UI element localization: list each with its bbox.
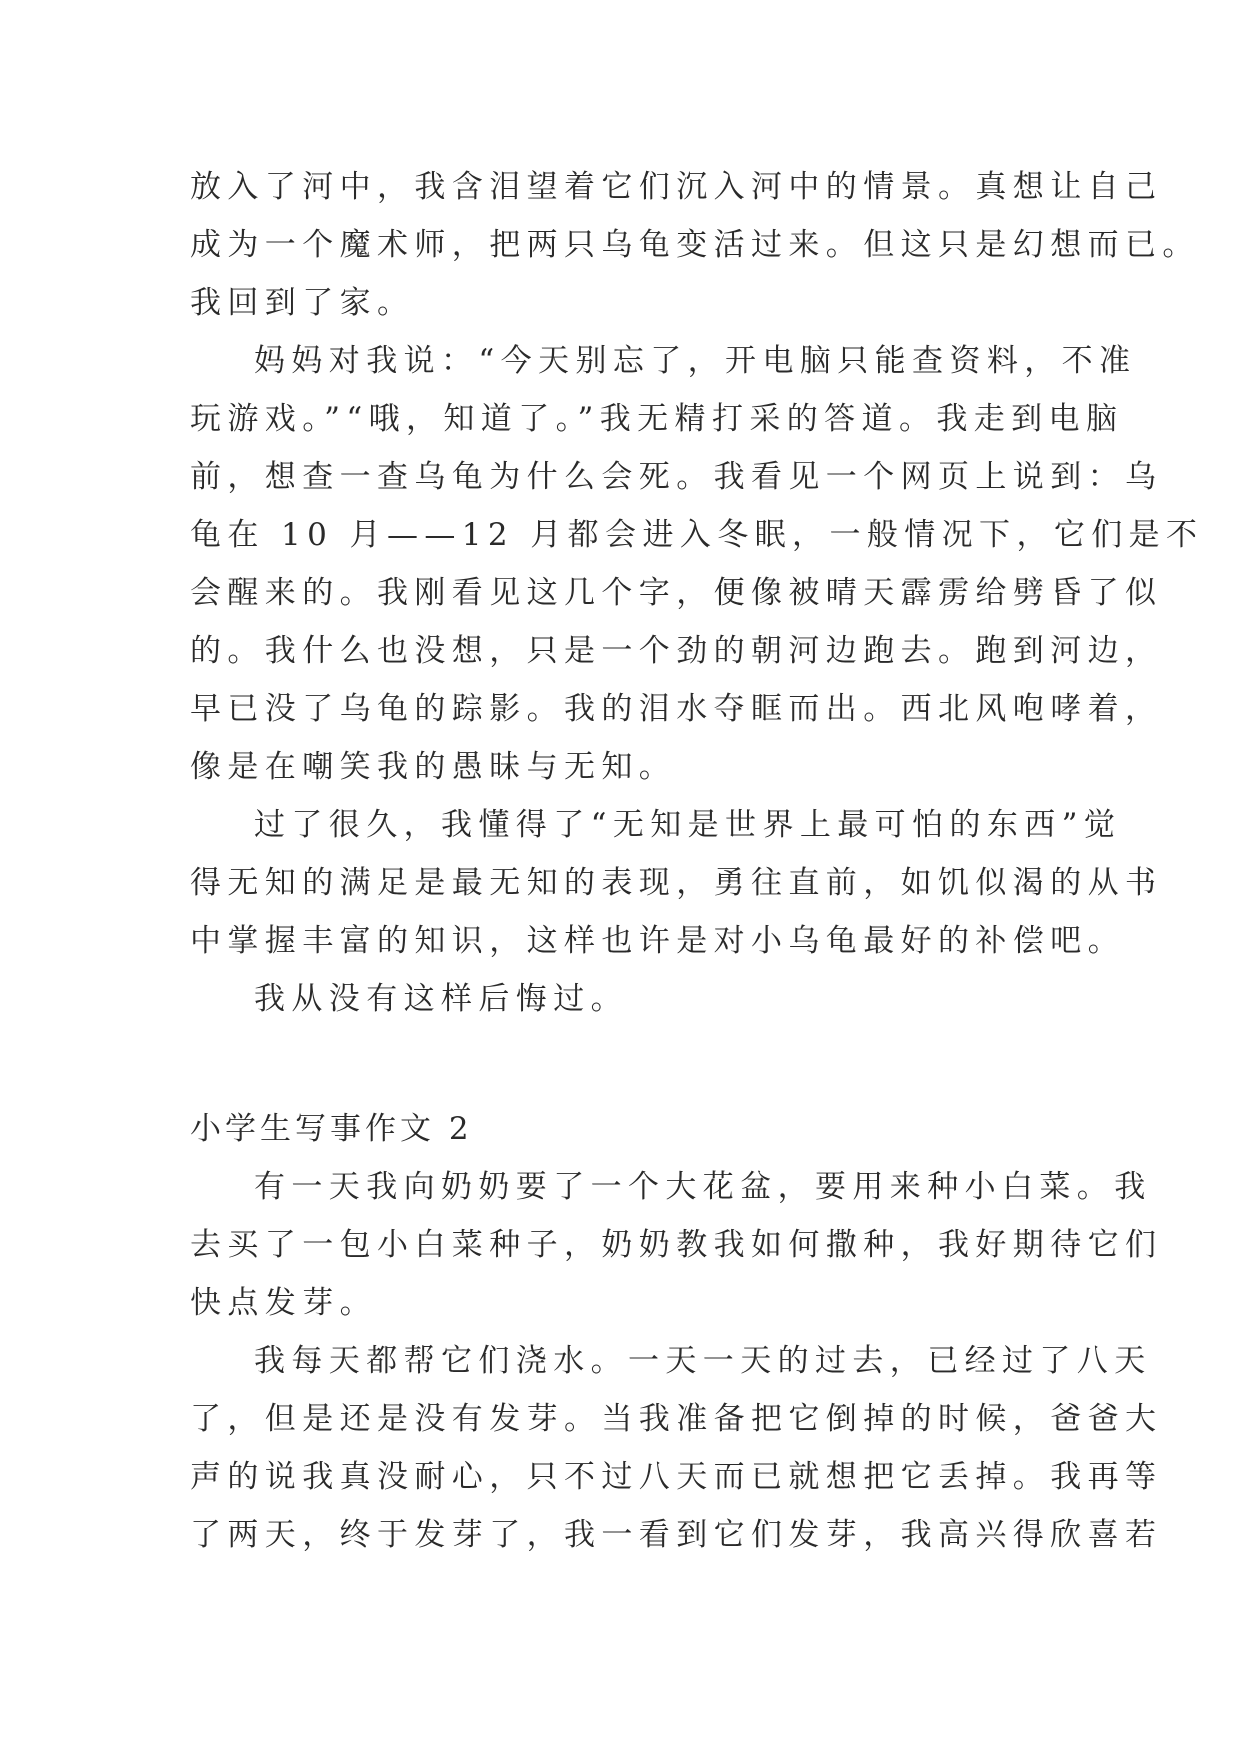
text-line: 会醒来的。我刚看见这几个字，便像被晴天霹雳给劈昏了似 (190, 575, 1163, 611)
text-line: 中掌握丰富的知识，这样也许是对小乌龟最好的补偿吧。 (190, 923, 1125, 959)
text-line: 的。我什么也没想，只是一个劲的朝河边跑去。跑到河边， (190, 633, 1163, 669)
text-line: 放入了河中，我含泪望着它们沉入河中的情景。真想让自己 (190, 169, 1163, 205)
text-line: 玩游戏。”“哦，知道了。”我无精打采的答道。我走到电脑 (190, 401, 1124, 437)
text-line: 我从没有这样后悔过。 (254, 981, 628, 1017)
text-line: 去买了一包小白菜种子，奶奶教我如何撒种，我好期待它们 (190, 1227, 1163, 1263)
text-line: 得无知的满足是最无知的表现，勇往直前，如饥似渴的从书 (190, 865, 1163, 901)
paragraph-turtles-river (190, 158, 1200, 332)
text-line: 了，但是还是没有发芽。当我准备把它倒掉的时候，爸爸大 (190, 1401, 1163, 1437)
text-line: 过了很久，我懂得了“无知是世界上最可怕的东西”觉 (254, 807, 1122, 843)
section-title (190, 1100, 1080, 1158)
section-spacer (190, 1028, 1080, 1100)
paragraph-watering (190, 1332, 1163, 1564)
essay-title: 小学生写事作文 2 (190, 1111, 473, 1147)
text-line: 妈妈对我说：“今天别忘了，开电脑只能查资料，不准 (254, 343, 1137, 379)
text-line: 声的说我真没耐心，只不过八天而已就想把它丢掉。我再等 (190, 1459, 1163, 1495)
paragraph-flowerpot (190, 1158, 1163, 1332)
paragraph-regret (190, 970, 1080, 1028)
text-line: 有一天我向奶奶要了一个大花盆，要用来种小白菜。我 (254, 1169, 1152, 1205)
text-line: 成为一个魔术师，把两只乌龟变活过来。但这只是幻想而已。 (190, 227, 1200, 263)
text-line: 前，想查一查乌龟为什么会死。我看见一个网页上说到：乌 (190, 459, 1163, 495)
text-line: 像是在嘲笑我的愚昧与无知。 (190, 749, 677, 785)
text-line: 我每天都帮它们浇水。一天一天的过去，已经过了八天 (254, 1343, 1152, 1379)
text-line: 快点发芽。 (190, 1285, 377, 1321)
text-line: 了两天，终于发芽了，我一看到它们发芽，我高兴得欣喜若 (190, 1517, 1163, 1553)
paragraph-lesson-learned (190, 796, 1163, 970)
text-line: 早已没了乌龟的踪影。我的泪水夺眶而出。西北风咆哮着， (190, 691, 1163, 727)
text-line: 我回到了家。 (190, 285, 415, 321)
paragraph-mom-says (190, 332, 1204, 796)
document-body (190, 158, 1204, 1564)
text-line: 龟在 10 月——12 月都会进入冬眠，一般情况下，它们是不 (190, 517, 1204, 553)
